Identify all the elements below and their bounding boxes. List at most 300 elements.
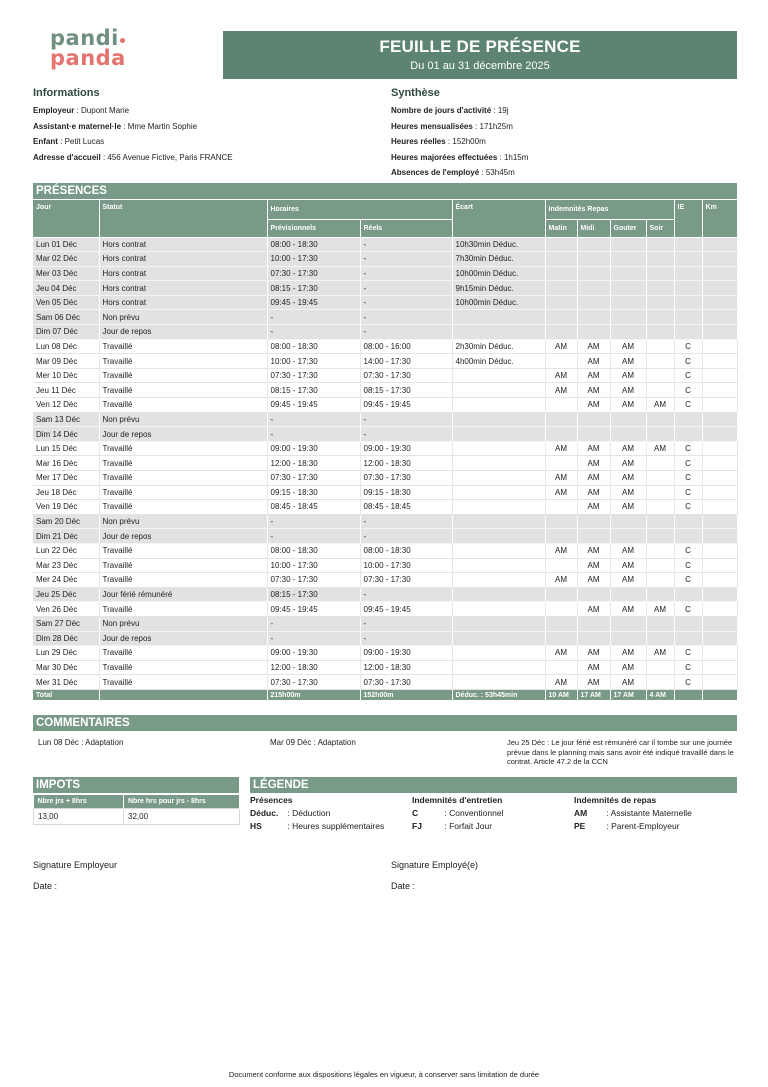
col-horaires: Horaires	[267, 200, 452, 219]
cell-reel: -	[360, 295, 452, 310]
cell-midi: AM	[577, 383, 610, 398]
cell-jour: Mer 10 Déc	[33, 368, 99, 383]
cell-ie: C	[674, 646, 702, 661]
cell-ecart	[452, 325, 545, 340]
cell-km	[702, 383, 737, 398]
cell-gouter	[610, 266, 646, 281]
cell-matin	[545, 616, 577, 631]
cell-reel: 08:00 - 18:30	[360, 543, 452, 558]
signature-employe: Signature Employé(e)	[391, 860, 479, 870]
legende-entretien	[412, 795, 503, 832]
cell-matin: AM	[545, 675, 577, 690]
cell-gouter	[610, 514, 646, 529]
cell-statut: Travaillé	[99, 354, 267, 369]
cell-jour: Lun 22 Déc	[33, 543, 99, 558]
cell-km	[702, 573, 737, 588]
total-cell: 10 AM	[545, 689, 577, 700]
cell-ie: C	[674, 500, 702, 515]
cell-midi: AM	[577, 675, 610, 690]
table-row	[33, 558, 737, 573]
cell-km	[702, 529, 737, 544]
cell-midi: AM	[577, 660, 610, 675]
date-employeur: Date :	[33, 881, 58, 891]
table-row	[33, 281, 737, 296]
cell-statut: Travaillé	[99, 441, 267, 456]
cell-matin	[545, 237, 577, 252]
table-row	[33, 616, 737, 631]
cell-prev: 08:15 - 17:30	[267, 281, 360, 296]
total-cell	[99, 689, 267, 700]
cell-matin	[545, 427, 577, 442]
impots-col-jrs: Nbre jrs + 8hrs	[34, 795, 124, 809]
cell-km	[702, 631, 737, 646]
cell-jour: Mer 31 Déc	[33, 675, 99, 690]
table-row	[33, 295, 737, 310]
cell-ecart: 2h30min Déduc.	[452, 339, 545, 354]
cell-ecart	[452, 412, 545, 427]
cell-matin	[545, 500, 577, 515]
cell-jour: Sam 27 Déc	[33, 616, 99, 631]
total-cell: Total	[33, 689, 99, 700]
pandipanda-logo	[50, 28, 140, 68]
cell-reel: 08:15 - 17:30	[360, 383, 452, 398]
cell-statut: Jour de repos	[99, 529, 267, 544]
cell-statut: Travaillé	[99, 558, 267, 573]
footer-note: Document conforme aux dispositions légales en vigueur, à conserver sans limitation de durée	[228, 1070, 540, 1079]
cell-prev: -	[267, 616, 360, 631]
synthese-section	[391, 87, 731, 181]
cell-midi: AM	[577, 441, 610, 456]
cell-reel: 09:45 - 19:45	[360, 602, 452, 617]
cell-midi	[577, 427, 610, 442]
cell-km	[702, 325, 737, 340]
cell-reel: -	[360, 514, 452, 529]
cell-midi: AM	[577, 602, 610, 617]
cell-prev: 08:00 - 18:30	[267, 339, 360, 354]
cell-jour: Mer 24 Déc	[33, 573, 99, 588]
cell-reel: -	[360, 529, 452, 544]
legende-heading: LÉGENDE	[250, 777, 737, 793]
cell-jour: Mer 03 Déc	[33, 266, 99, 281]
cell-ie	[674, 529, 702, 544]
cell-matin	[545, 602, 577, 617]
cell-soir	[646, 456, 674, 471]
cell-jour: Dim 07 Déc	[33, 325, 99, 340]
table-row	[33, 310, 737, 325]
cell-matin	[545, 354, 577, 369]
cell-matin	[545, 587, 577, 602]
cell-midi: AM	[577, 558, 610, 573]
logo-line-1: pandi	[50, 26, 119, 50]
cell-gouter	[610, 281, 646, 296]
cell-ie: C	[674, 398, 702, 413]
table-row	[33, 529, 737, 544]
cell-ie: C	[674, 573, 702, 588]
cell-matin	[545, 660, 577, 675]
cell-km	[702, 237, 737, 252]
cell-ie: C	[674, 543, 702, 558]
cell-reel: -	[360, 616, 452, 631]
info-enfant: Enfant : Petit Lucas	[33, 137, 105, 146]
cell-prev: -	[267, 529, 360, 544]
cell-gouter: AM	[610, 383, 646, 398]
cell-soir	[646, 587, 674, 602]
cell-gouter	[610, 587, 646, 602]
cell-matin: AM	[545, 368, 577, 383]
total-row	[33, 689, 737, 700]
cell-reel: 07:30 - 17:30	[360, 675, 452, 690]
cell-statut: Jour de repos	[99, 631, 267, 646]
cell-ecart	[452, 558, 545, 573]
col-previsionnels: Prévisionnels	[267, 219, 360, 237]
cell-ie: C	[674, 383, 702, 398]
cell-ecart: 10h00min Déduc.	[452, 295, 545, 310]
cell-ie: C	[674, 485, 702, 500]
cell-ecart	[452, 310, 545, 325]
cell-gouter	[610, 295, 646, 310]
cell-reel: -	[360, 310, 452, 325]
cell-gouter: AM	[610, 660, 646, 675]
cell-statut: Jour de repos	[99, 427, 267, 442]
legende-item: FJ : Forfait Jour	[412, 820, 493, 831]
cell-soir	[646, 514, 674, 529]
cell-jour: Lun 29 Déc	[33, 646, 99, 661]
informations-section	[33, 87, 373, 165]
cell-ie: C	[674, 660, 702, 675]
cell-ecart: 9h15min Déduc.	[452, 281, 545, 296]
cell-prev: 07:30 - 17:30	[267, 266, 360, 281]
cell-soir	[646, 266, 674, 281]
cell-jour: Dim 28 Déc	[33, 631, 99, 646]
cell-reel: 07:30 - 17:30	[360, 368, 452, 383]
cell-gouter	[610, 529, 646, 544]
table-row	[33, 398, 737, 413]
cell-midi	[577, 514, 610, 529]
cell-prev: -	[267, 631, 360, 646]
synth-heures-majorees: Heures majorées effectuées : 1h15m	[391, 152, 529, 162]
cell-statut: Hors contrat	[99, 281, 267, 296]
total-cell: Déduc. : 53h45min	[452, 689, 545, 700]
table-row	[33, 646, 737, 661]
cell-midi: AM	[577, 456, 610, 471]
cell-prev: 07:30 - 17:30	[267, 471, 360, 486]
cell-ie: C	[674, 339, 702, 354]
cell-matin	[545, 252, 577, 267]
legende-entretien-title: Indemnités d'entretien	[412, 795, 503, 805]
cell-soir	[646, 295, 674, 310]
cell-reel: -	[360, 237, 452, 252]
legende-repas-title: Indemnités de repas	[574, 795, 657, 805]
col-reels: Réels	[360, 219, 452, 237]
col-soir: Soir	[646, 219, 674, 237]
cell-matin	[545, 281, 577, 296]
col-km: Km	[702, 200, 737, 237]
cell-jour: Mar 02 Déc	[33, 252, 99, 267]
cell-prev: 12:00 - 18:30	[267, 456, 360, 471]
table-row	[33, 339, 737, 354]
cell-jour: Jeu 04 Déc	[33, 281, 99, 296]
cell-soir	[646, 339, 674, 354]
cell-gouter: AM	[610, 471, 646, 486]
cell-gouter: AM	[610, 675, 646, 690]
info-adresse: Adresse d'accueil : 456 Avenue Fictive, Paris FRANCE	[33, 152, 233, 162]
table-row	[33, 514, 737, 529]
cell-prev: 09:45 - 19:45	[267, 602, 360, 617]
cell-km	[702, 339, 737, 354]
cell-km	[702, 441, 737, 456]
cell-km	[702, 368, 737, 383]
cell-reel: 08:00 - 16:00	[360, 339, 452, 354]
cell-midi: AM	[577, 543, 610, 558]
cell-statut: Hors contrat	[99, 252, 267, 267]
table-row	[33, 471, 737, 486]
cell-midi	[577, 412, 610, 427]
cell-km	[702, 660, 737, 675]
cell-ecart	[452, 456, 545, 471]
table-row	[33, 456, 737, 471]
col-ecart: Écart	[452, 200, 545, 237]
impots-value-jrs: 13,00	[34, 809, 124, 825]
cell-statut: Travaillé	[99, 456, 267, 471]
cell-prev: -	[267, 325, 360, 340]
cell-prev: 09:45 - 19:45	[267, 398, 360, 413]
cell-jour: Mar 16 Déc	[33, 456, 99, 471]
table-row	[33, 675, 737, 690]
cell-statut: Jour de repos	[99, 325, 267, 340]
cell-km	[702, 675, 737, 690]
table-row	[33, 237, 737, 252]
cell-soir	[646, 500, 674, 515]
cell-ecart	[452, 631, 545, 646]
cell-ie	[674, 412, 702, 427]
presences-rows	[33, 237, 737, 700]
cell-ecart	[452, 602, 545, 617]
cell-statut: Travaillé	[99, 543, 267, 558]
presences-table	[33, 200, 738, 700]
cell-statut: Hors contrat	[99, 295, 267, 310]
cell-statut: Travaillé	[99, 339, 267, 354]
cell-km	[702, 543, 737, 558]
cell-soir	[646, 281, 674, 296]
cell-statut: Travaillé	[99, 500, 267, 515]
cell-ecart: 10h30min Déduc.	[452, 237, 545, 252]
cell-ie	[674, 631, 702, 646]
cell-reel: -	[360, 266, 452, 281]
cell-km	[702, 398, 737, 413]
cell-km	[702, 252, 737, 267]
table-row	[33, 500, 737, 515]
cell-midi: AM	[577, 646, 610, 661]
cell-km	[702, 456, 737, 471]
date-employe: Date :	[391, 881, 416, 891]
cell-jour: Ven 05 Déc	[33, 295, 99, 310]
cell-ie	[674, 310, 702, 325]
cell-gouter	[610, 237, 646, 252]
cell-statut: Jour férié rémunéré	[99, 587, 267, 602]
cell-ie	[674, 514, 702, 529]
cell-km	[702, 310, 737, 325]
informations-heading: Informations	[33, 87, 100, 99]
table-row	[33, 602, 737, 617]
cell-jour: Jeu 11 Déc	[33, 383, 99, 398]
total-cell: 17 AM	[577, 689, 610, 700]
cell-midi	[577, 587, 610, 602]
cell-matin: AM	[545, 485, 577, 500]
cell-statut: Travaillé	[99, 368, 267, 383]
cell-statut: Travaillé	[99, 602, 267, 617]
impots-col-hrs: Nbre hrs pour jrs - 8hrs	[124, 795, 240, 809]
cell-km	[702, 281, 737, 296]
legende-item: Déduc. : Déduction	[250, 808, 331, 818]
table-row	[33, 412, 737, 427]
cell-ie	[674, 281, 702, 296]
cell-km	[702, 616, 737, 631]
cell-reel: -	[360, 325, 452, 340]
total-cell: 4 AM	[646, 689, 674, 700]
synth-heures-reelles: Heures réelles : 152h00m	[391, 137, 486, 146]
cell-ecart	[452, 587, 545, 602]
cell-midi	[577, 529, 610, 544]
cell-jour: Dim 21 Déc	[33, 529, 99, 544]
cell-soir: AM	[646, 398, 674, 413]
cell-matin	[545, 529, 577, 544]
cell-ie: C	[674, 354, 702, 369]
cell-midi	[577, 281, 610, 296]
cell-gouter	[610, 325, 646, 340]
cell-prev: -	[267, 412, 360, 427]
cell-ie	[674, 427, 702, 442]
cell-reel: -	[360, 412, 452, 427]
legende-item: HS : Heures supplémentaires	[250, 820, 385, 831]
cell-soir	[646, 383, 674, 398]
table-row	[33, 543, 737, 558]
cell-midi: AM	[577, 485, 610, 500]
cell-jour: Jeu 18 Déc	[33, 485, 99, 500]
cell-prev: 09:00 - 19:30	[267, 441, 360, 456]
cell-matin: AM	[545, 441, 577, 456]
cell-statut: Travaillé	[99, 675, 267, 690]
comment-item: Mar 09 Déc : Adaptation	[270, 738, 356, 747]
table-row	[33, 441, 737, 456]
cell-ie	[674, 325, 702, 340]
cell-km	[702, 295, 737, 310]
cell-reel: 07:30 - 17:30	[360, 471, 452, 486]
cell-soir	[646, 310, 674, 325]
cell-midi	[577, 631, 610, 646]
cell-statut: Travaillé	[99, 660, 267, 675]
cell-reel: 12:00 - 18:30	[360, 456, 452, 471]
cell-ecart	[452, 427, 545, 442]
cell-reel: -	[360, 427, 452, 442]
cell-gouter: AM	[610, 602, 646, 617]
synthese-heading: Synthèse	[391, 87, 440, 99]
cell-prev: 09:15 - 18:30	[267, 485, 360, 500]
table-row	[33, 427, 737, 442]
cell-soir	[646, 543, 674, 558]
table-row	[33, 587, 737, 602]
cell-gouter: AM	[610, 500, 646, 515]
cell-gouter: AM	[610, 339, 646, 354]
cell-gouter: AM	[610, 368, 646, 383]
cell-prev: 08:15 - 17:30	[267, 383, 360, 398]
cell-prev: 08:00 - 18:30	[267, 543, 360, 558]
cell-gouter	[610, 631, 646, 646]
cell-reel: 09:15 - 18:30	[360, 485, 452, 500]
cell-km	[702, 500, 737, 515]
cell-km	[702, 587, 737, 602]
cell-matin: AM	[545, 383, 577, 398]
cell-prev: 07:30 - 17:30	[267, 675, 360, 690]
presences-heading: PRÉSENCES	[33, 183, 737, 199]
cell-ecart	[452, 543, 545, 558]
cell-jour: Dim 14 Déc	[33, 427, 99, 442]
cell-gouter: AM	[610, 558, 646, 573]
cell-ie	[674, 587, 702, 602]
cell-ie	[674, 295, 702, 310]
cell-soir	[646, 660, 674, 675]
table-row	[33, 573, 737, 588]
cell-statut: Travaillé	[99, 573, 267, 588]
cell-soir	[646, 631, 674, 646]
cell-prev: 07:30 - 17:30	[267, 573, 360, 588]
cell-statut: Hors contrat	[99, 237, 267, 252]
cell-prev: 08:15 - 17:30	[267, 587, 360, 602]
cell-km	[702, 558, 737, 573]
table-row	[33, 485, 737, 500]
cell-reel: -	[360, 252, 452, 267]
cell-km	[702, 602, 737, 617]
cell-gouter: AM	[610, 485, 646, 500]
cell-midi: AM	[577, 354, 610, 369]
cell-matin	[545, 412, 577, 427]
cell-prev: 07:30 - 17:30	[267, 368, 360, 383]
cell-ecart: 4h00min Déduc.	[452, 354, 545, 369]
cell-soir: AM	[646, 602, 674, 617]
cell-ecart: 7h30min Déduc.	[452, 252, 545, 267]
cell-soir	[646, 325, 674, 340]
cell-midi: AM	[577, 500, 610, 515]
cell-ecart	[452, 500, 545, 515]
cell-ecart	[452, 675, 545, 690]
legende-repas	[574, 795, 692, 832]
cell-soir	[646, 558, 674, 573]
cell-jour: Sam 20 Déc	[33, 514, 99, 529]
cell-ie	[674, 252, 702, 267]
cell-jour: Mar 23 Déc	[33, 558, 99, 573]
cell-soir	[646, 252, 674, 267]
cell-statut: Non prévu	[99, 412, 267, 427]
cell-matin: AM	[545, 339, 577, 354]
info-assistant: Assistant·e maternel·le : Mme Martin Sophie	[33, 121, 198, 131]
cell-statut: Travaillé	[99, 646, 267, 661]
cell-gouter: AM	[610, 354, 646, 369]
table-row	[33, 368, 737, 383]
cell-matin	[545, 266, 577, 281]
document-title: FEUILLE DE PRÉSENCE	[379, 37, 581, 56]
cell-prev: -	[267, 310, 360, 325]
cell-matin	[545, 295, 577, 310]
cell-midi	[577, 295, 610, 310]
cell-ecart	[452, 398, 545, 413]
cell-ie: C	[674, 368, 702, 383]
cell-ecart	[452, 660, 545, 675]
table-row	[33, 383, 737, 398]
col-ie: IE	[674, 200, 702, 237]
cell-statut: Non prévu	[99, 310, 267, 325]
legende-item: PE : Parent-Employeur	[574, 820, 680, 831]
cell-soir	[646, 616, 674, 631]
legende-item: C : Conventionnel	[412, 808, 504, 818]
